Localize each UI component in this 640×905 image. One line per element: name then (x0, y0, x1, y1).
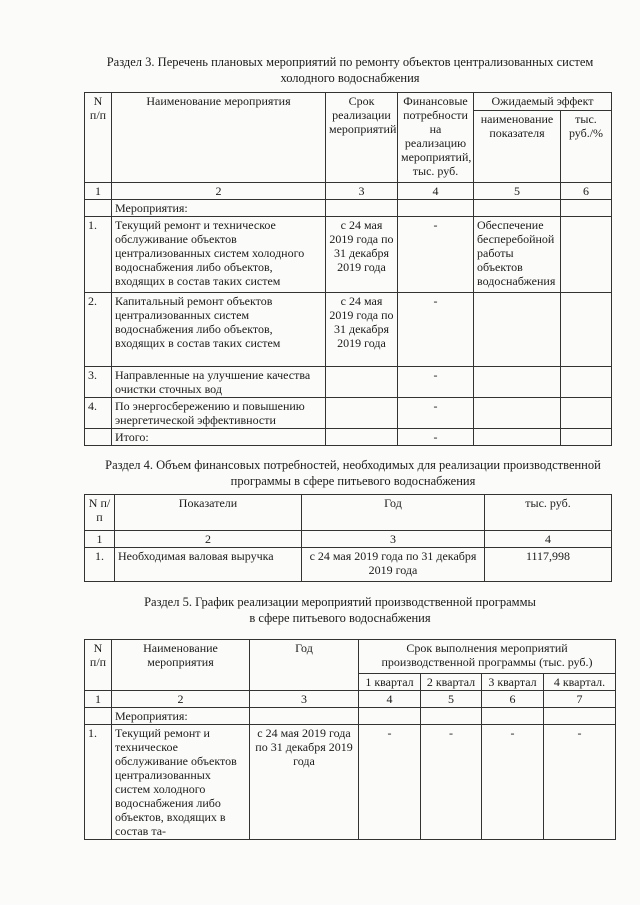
s3-row-unit (561, 367, 612, 398)
s3-measures-label: Мероприятия: (112, 200, 326, 217)
s3-row-finance: - (398, 367, 474, 398)
s5-colnum: 6 (482, 691, 544, 708)
s4-row-amount: 1117,998 (485, 548, 612, 582)
section4-table (84, 494, 612, 582)
s3-row-num: 2. (85, 293, 112, 367)
s5-header-q3: 3 квартал (482, 674, 544, 691)
s3-row-unit (561, 217, 612, 293)
s3-row-indicator: Обеспечение бесперебойной работы объектов водоснабжения (474, 217, 561, 293)
s3-colnum: 6 (561, 183, 612, 200)
s5-colnum: 7 (544, 691, 616, 708)
s4-header-year: Год (302, 495, 485, 531)
section3-title-line2: холодного водоснабжения (280, 71, 420, 85)
s3-row-num: 3. (85, 367, 112, 398)
s5-measures-label: Мероприятия: (112, 708, 250, 725)
s5-row-q4: - (544, 725, 616, 840)
s3-row-name: Текущий ремонт и техническое обслуживание объектов централизованных систем холодного водоснабжения либо объектов, входящих в состав таких систем (112, 217, 326, 293)
s4-row-year: с 24 мая 2019 года по 31 декабря 2019 года (302, 548, 485, 582)
s3-total-value: - (398, 429, 474, 446)
s5-header-schedule: Срок выполнения мероприятий производственной программы (тыс. руб.) (359, 640, 616, 674)
s3-colnum: 1 (85, 183, 112, 200)
s3-row-period (326, 367, 398, 398)
s4-colnum: 2 (115, 531, 302, 548)
s3-row-indicator (474, 293, 561, 367)
table-row (85, 367, 612, 398)
s3-row-name: Направленные на улучшение качества очистки сточных вод (112, 367, 326, 398)
section5-title-line1: Раздел 5. График реализации мероприятий производственной программы (144, 595, 536, 609)
s3-row-indicator (474, 398, 561, 429)
s4-colnum: 4 (485, 531, 612, 548)
s3-header-name: Наименование мероприятия (112, 93, 326, 183)
s3-row-unit (561, 293, 612, 367)
table-row (85, 429, 612, 446)
s4-colnum: 1 (85, 531, 115, 548)
section5-title (100, 594, 580, 626)
s3-colnum: 3 (326, 183, 398, 200)
s3-row-num: 4. (85, 398, 112, 429)
s5-colnum: 2 (112, 691, 250, 708)
table-row (85, 293, 612, 367)
table-row (85, 217, 612, 293)
s3-row-name: Капитальный ремонт объектов централизованных систем водоснабжения либо объектов, входящих в состав таких систем (112, 293, 326, 367)
s5-row-q3: - (482, 725, 544, 840)
s3-row-period (326, 398, 398, 429)
s5-header-name: Наименование мероприятия (112, 640, 250, 691)
s5-header-q4: 4 квартал. (544, 674, 616, 691)
s3-colnum: 4 (398, 183, 474, 200)
s5-header-q2: 2 квартал (421, 674, 482, 691)
s4-header-amount: тыс. руб. (485, 495, 612, 531)
s4-header-num: N п/п (85, 495, 115, 531)
s5-header-year: Год (250, 640, 359, 691)
s3-header-unit: тыс. руб./% (561, 111, 612, 183)
s3-total-label: Итого: (112, 429, 326, 446)
s5-row-name: Текущий ремонт и техническое обслуживание объектов централизованных систем холодного водоснабжения либо объектов, входящих в состав та- (112, 725, 250, 840)
s3-colnum: 2 (112, 183, 326, 200)
s3-row-num: 1. (85, 217, 112, 293)
s5-header-q1: 1 квартал (359, 674, 421, 691)
s3-row-period: с 24 мая 2019 года по 31 декабря 2019 года (326, 217, 398, 293)
s5-header-num: N п/п (85, 640, 112, 691)
section3-title (80, 54, 620, 86)
section4-title-line2: программы в сфере питьевого водоснабжения (230, 474, 476, 488)
s3-header-num: N п/п (85, 93, 112, 183)
section4-title (88, 457, 618, 489)
s5-colnum: 3 (250, 691, 359, 708)
s3-row-unit (561, 398, 612, 429)
s3-header-indicator: наименование показателя (474, 111, 561, 183)
s3-header-period: Срок реализации мероприятий (326, 93, 398, 183)
s3-row-finance: - (398, 217, 474, 293)
s3-row-name: По энергосбережению и повышению энергетической эффективности (112, 398, 326, 429)
section4-title-line1: Раздел 4. Объем финансовых потребностей, необходимых для реализации производственной (105, 458, 601, 472)
section5-table (84, 639, 616, 840)
s3-row-finance: - (398, 293, 474, 367)
section5-title-line2: в сфере питьевого водоснабжения (249, 611, 431, 625)
section3-title-line1: Раздел 3. Перечень плановых мероприятий по ремонту объектов централизованных систем (106, 55, 594, 69)
s3-row-finance: - (398, 398, 474, 429)
table-row (85, 548, 612, 582)
s5-row-q2: - (421, 725, 482, 840)
s3-colnum: 5 (474, 183, 561, 200)
s4-row-num: 1. (85, 548, 115, 582)
s5-colnum: 4 (359, 691, 421, 708)
s5-row-num: 1. (85, 725, 112, 840)
s4-header-indicators: Показатели (115, 495, 302, 531)
s3-row-indicator (474, 367, 561, 398)
section3-table (84, 92, 612, 446)
s4-colnum: 3 (302, 531, 485, 548)
s3-header-finance: Финансовые потребности на реализацию мероприятий, тыс. руб. (398, 93, 474, 183)
s5-row-q1: - (359, 725, 421, 840)
s3-row-period: с 24 мая 2019 года по 31 декабря 2019 года (326, 293, 398, 367)
table-row (85, 398, 612, 429)
s4-row-name: Необходимая валовая выручка (115, 548, 302, 582)
s5-colnum: 5 (421, 691, 482, 708)
s3-header-effect: Ожидаемый эффект (474, 93, 612, 111)
table-row (85, 725, 616, 840)
s5-row-year: с 24 мая 2019 года по 31 декабря 2019 года (250, 725, 359, 840)
s5-colnum: 1 (85, 691, 112, 708)
